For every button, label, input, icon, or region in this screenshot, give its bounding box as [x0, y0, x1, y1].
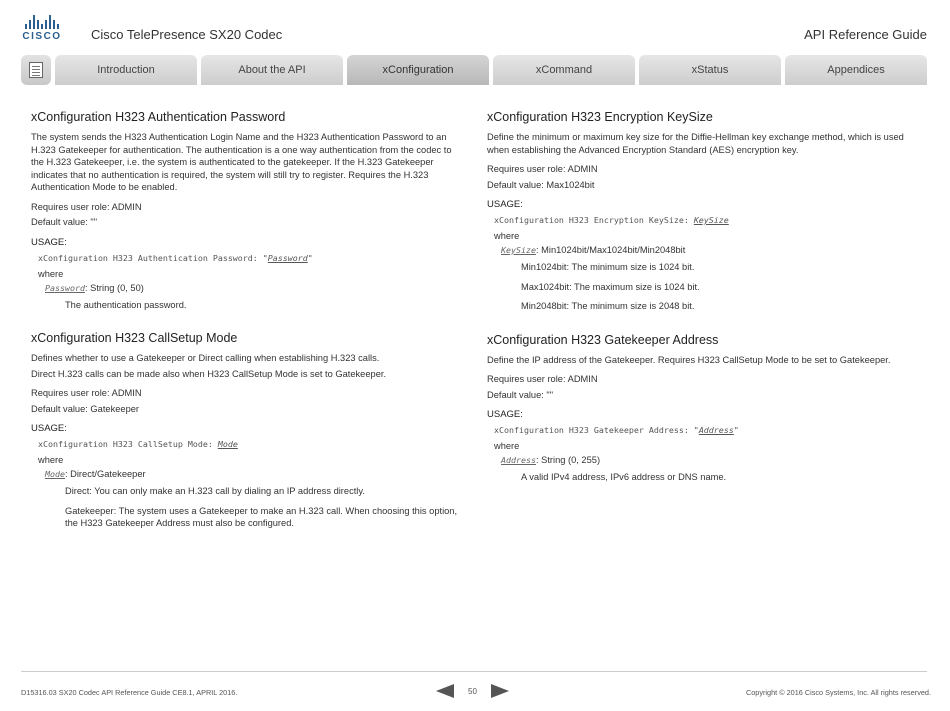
- section-title: xConfiguration H323 Encryption KeySize: [487, 110, 713, 124]
- param-name: Mode: [45, 469, 65, 479]
- footer-divider: [21, 671, 927, 672]
- tab-appendices[interactable]: Appendices: [785, 55, 927, 85]
- previous-page-icon[interactable]: [436, 684, 454, 698]
- param-description-2: Gatekeeper: The system uses a Gatekeeper to make an H.323 call. When choosing this option, the H323 Gatekeeper Address must also be configured.: [65, 505, 458, 528]
- section-callsetup-mode: [31, 331, 461, 530]
- param-type: : Min1024bit/Max1024bit/Min2048bit: [535, 245, 686, 255]
- usage-label: USAGE:: [487, 199, 523, 210]
- code-prefix: xConfiguration H323 Encryption KeySize:: [494, 215, 694, 225]
- section-authentication-password: [31, 110, 461, 311]
- pager: [436, 684, 509, 698]
- code-param: KeySize: [693, 215, 729, 225]
- section-description-2: Direct H.323 calls can be made also when H323 CallSetup Mode is set to Gatekeeper.: [31, 368, 387, 379]
- menu-button[interactable]: [21, 55, 51, 85]
- user-role: Requires user role: ADMIN: [31, 388, 142, 398]
- section-description: Define the minimum or maximum key size for the Diffie-Hellman key exchange method, which is used when establishing the Advanced Encryption Standard (AES) encryption key.: [487, 132, 904, 155]
- user-role: Requires user role: ADMIN: [487, 374, 598, 384]
- section-description: The system sends the H323 Authentication Login Name and the H323 Authentication Password to an H.323 Gatekeeper for authentication. The authentication is a one way authentication from the codec to the H.323 Gatekeeper, i.e. the system is authenticated to the gatekeeper. If the H.323 Gatekeeper indicates that no authentication is required, the system will still try to register. Requires the H.323 Authentication Mode to be enabled.: [31, 132, 452, 192]
- tab-xconfiguration[interactable]: xConfiguration: [347, 55, 489, 85]
- tab-xstatus[interactable]: xStatus: [639, 55, 781, 85]
- usage-code: [494, 214, 917, 227]
- param-description: Min1024bit: The minimum size is 1024 bit.: [521, 262, 695, 272]
- param-name: KeySize: [501, 245, 536, 255]
- default-value: Default value: "": [487, 389, 554, 400]
- param-description: The authentication password.: [65, 299, 187, 310]
- default-value: Default value: Gatekeeper: [31, 403, 140, 414]
- cisco-logo: [22, 15, 62, 43]
- page-header: [0, 0, 950, 55]
- where-label: where: [494, 441, 520, 451]
- where-label: where: [38, 455, 64, 465]
- param-type: : Direct/Gatekeeper: [64, 469, 146, 479]
- section-title: xConfiguration H323 Authentication Password: [31, 110, 286, 124]
- next-page-icon[interactable]: [491, 684, 509, 698]
- param-line: [45, 467, 461, 481]
- param-line: [45, 281, 461, 295]
- usage-code: [494, 424, 917, 437]
- code-prefix: xConfiguration H323 Gatekeeper Address: ": [494, 425, 699, 435]
- section-gatekeeper-address: [487, 333, 917, 484]
- param-name: Password: [45, 282, 85, 293]
- footer-doc-id: D15316.03 SX20 Codec API Reference Guide CE8.1, APRIL 2016.: [21, 688, 238, 697]
- left-column: [31, 110, 461, 550]
- document-menu-icon: [29, 62, 43, 78]
- param-line: [501, 453, 917, 467]
- where-label: where: [494, 231, 520, 241]
- footer-copyright: Copyright © 2016 Cisco Systems, Inc. All rights reserved.: [745, 688, 931, 697]
- section-description: Define the IP address of the Gatekeeper. Requires H323 CallSetup Mode to be set to Gatekeeper.: [487, 354, 891, 365]
- section-title: xConfiguration H323 Gatekeeper Address: [487, 332, 719, 347]
- usage-code: [38, 252, 461, 265]
- section-encryption-keysize: [487, 110, 917, 313]
- code-suffix: ": [307, 252, 313, 263]
- code-param: Address: [698, 425, 734, 435]
- param-description: A valid IPv4 address, IPv6 address or DNS name.: [521, 472, 727, 482]
- param-description-2: Max1024bit: The maximum size is 1024 bit.: [521, 281, 700, 292]
- cisco-bars-icon: [22, 15, 62, 29]
- nav-bar: [21, 55, 927, 85]
- tab-xcommand[interactable]: xCommand: [493, 55, 635, 85]
- section-description: Defines whether to use a Gatekeeper or Direct calling when establishing H.323 calls.: [31, 353, 380, 363]
- guide-title: API Reference Guide: [804, 27, 927, 42]
- default-value: Default value: "": [31, 217, 98, 227]
- tab-introduction[interactable]: Introduction: [55, 55, 197, 85]
- code-param: Mode: [217, 439, 238, 449]
- default-value: Default value: Max1024bit: [487, 179, 595, 190]
- param-type: : String (0, 255): [535, 455, 601, 465]
- usage-label: USAGE:: [31, 236, 67, 248]
- section-title: xConfiguration H323 CallSetup Mode: [31, 331, 238, 345]
- code-prefix: xConfiguration H323 CallSetup Mode:: [38, 439, 218, 449]
- right-column: [487, 110, 917, 504]
- param-line: [501, 243, 917, 257]
- page-number: 50: [468, 686, 477, 696]
- param-type: : String (0, 50): [84, 282, 144, 293]
- where-label: where: [38, 268, 64, 279]
- usage-label: USAGE:: [31, 423, 67, 434]
- param-description-3: Min2048bit: The minimum size is 2048 bit.: [521, 301, 695, 311]
- param-description: Direct: You can only make an H.323 call by dialing an IP address directly.: [65, 486, 365, 496]
- product-title: Cisco TelePresence SX20 Codec: [91, 27, 283, 42]
- user-role: Requires user role: ADMIN: [31, 201, 142, 212]
- logo-text: CISCO: [22, 31, 62, 42]
- usage-code: [38, 438, 461, 451]
- code-suffix: ": [733, 425, 739, 435]
- user-role: Requires user role: ADMIN: [487, 164, 598, 174]
- param-name: Address: [501, 455, 536, 465]
- code-param: Password: [267, 252, 308, 263]
- usage-label: USAGE:: [487, 409, 523, 420]
- tab-about-the-api[interactable]: About the API: [201, 55, 343, 85]
- code-prefix: xConfiguration H323 Authentication Password: ": [38, 252, 268, 263]
